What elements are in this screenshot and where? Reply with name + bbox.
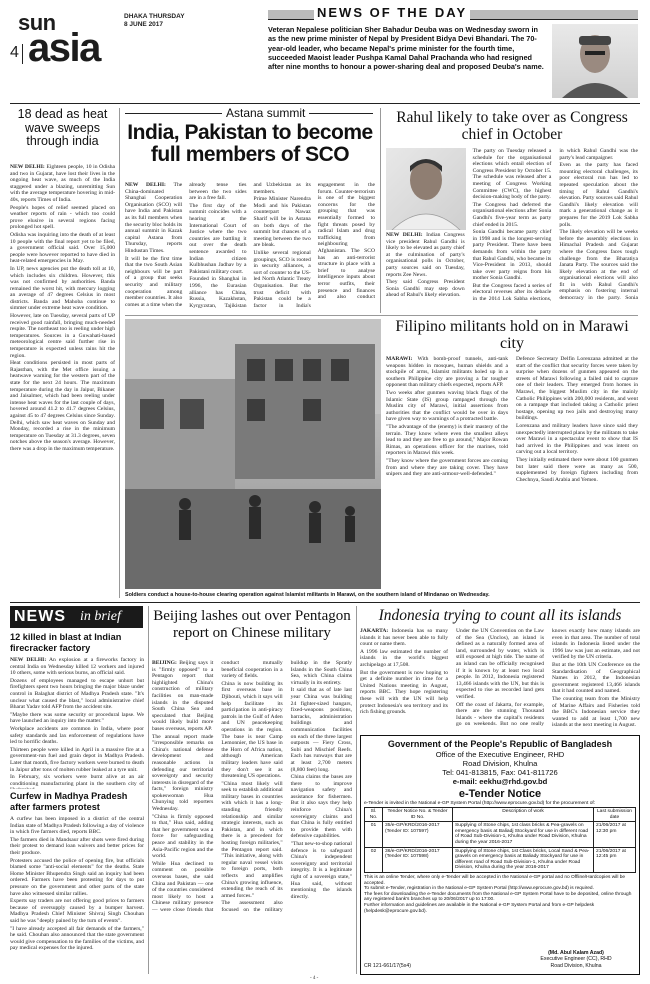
rahul-para: But the Congress faced a series of electoral reverses after its debacle in the 2014 Lok Sabha elections, in which Rahul Gandhi was the party's lead campaigner. <box>472 148 638 303</box>
heatwave-para: In UP, news agencies put the death toll at 10, which includes six children. However, this was not confirmed by authorities. Banda remained the worst hit, with mercury logging an average of 47 degrees Celsius in most districts. Banda and Mahoba continue to simmer under extreme heat wave condition. <box>10 265 115 312</box>
sco-para: Founded in Shanghai in 1996, the Eurasian alliance has China, Russia, Kazakhstan, Kyrgyzstan, Tajikistan and Uzbekistan as its members. <box>189 182 311 309</box>
tender-email[interactable]: e-mail: eekhu@rhd.gov.bd <box>452 777 548 786</box>
brand-sun: sun <box>18 10 56 35</box>
heatwave-para: NEW DELHI: Eighteen people, 10 in Odisha and two in Gujarat, have lost their lives in the ongoing heat wave, as much of the India staggered under a blazing, unremitting Sun with the average temperature hovering in mid-40s, reports Times of India. <box>10 164 115 203</box>
brief2-para: A curfew has been imposed in a district of the central Indian state of Madhya Pradesh following a day of violence in which five farmers died, reports BBC. <box>10 816 144 836</box>
brief1-para: Thirteen people were killed in April in a massive fire at a government-run fuel and grain depot in Madhya Pradesh. Later that month, five factory workers were burned to death in Jaipur after tons of molten rubber leaked at a tyre unit. <box>10 746 144 773</box>
rahul-para: The likely elevation will be weeks before the assembly elections in Himachal Pradesh and Gujarat where the Congress faces tough challenge from the Bharatiya Janata Party. The sources said the likely elevation at the end of organisational elections will also fit in with Rahul Gandhi's emphasis on fostering internal democracy in the party. Sonia <box>559 229 638 302</box>
beijing-para: The assessment also focused on the military buildup in the Spratly Islands in the South China Sea, which China claims virtually in its entirety. <box>221 660 352 913</box>
sco-headline: India, Pakistan to become full members of SCO <box>127 121 373 166</box>
sco-para: Prime Minister Narendra Modi and his Pakistan counterpart Nawaz Sharif will be in Astana on both days of the summit but chances of a meeting between the two are bleak. <box>253 196 311 249</box>
rahul-photo-spacer <box>386 148 468 232</box>
deuba-photo <box>552 24 638 98</box>
marawi-para: Defence Secretary Delfin Lorenzana admitted at the start of the conflict that security forces were taken by surprise when dozens of gunmen appeared on the streets of Marawi following a failed raid to capture one of their leaders. They emerged from homes in Marawi, the biggest Muslim city in the mainly Catholic Philippines with 200,000 residents, and went on a rampage that included taking a Catholic priest hostage, opening up two jails and destroying many buildings. <box>516 356 638 422</box>
tender-table-header <box>365 808 636 822</box>
tender-office: Office of the Executive Engineer, RHD <box>435 750 565 759</box>
beijing-para: "That new-to-shop national defence is to safeguard China's independent sovereignty and territorial integrity. It is a legitimate right of a sovereign state," Hua said, without mentioning the islands directly. <box>290 841 352 900</box>
sco-kicker: Astana summit <box>222 106 309 120</box>
dateline: BEIJING: <box>152 660 177 666</box>
beijing-para: BEIJING: Beijing says it is "firmly opposed" to a Pentagon report that highlighted China's construction of military facilities on man-made islands in the disputed South China Sea and speculated that Beijing would likely build more bases overseas, reports AP. <box>152 660 214 732</box>
tender-cell-id: 35/e-GP/KRD/2016-2017 (Tender ID: 107597) <box>383 822 453 847</box>
sco-para: NEW DELHI: The China-dominated Shanghai Cooperation Organisation (SCO) will have India and Pakistan as its full members when the security bloc holds its annual summit in Kazak capital Astana from Thursday, reports Hindustan Times. <box>125 182 183 254</box>
sco-body <box>125 182 375 312</box>
brief1-headline: 12 killed in blast at Indian firecracker factory <box>10 632 122 653</box>
marawi-para: "The advantage of the (enemy) is their mastery of the terrain. They know where even the smallest alleys lead to and they are free to go around," Major Rowan Rimas, an operations officer for the marines, told reporters in Marawi this week. <box>386 423 508 457</box>
news-in-brief-brief: in brief <box>80 609 121 624</box>
beijing-para: "China most likely will seek to establish additional military bases in countries with which it has a long-standing friendly relationship and similar strategic interests, such as Pakistan, and in which there is a precedent for hosting foreign militaries," the Pentagon report said. "This initiative, along with regular naval vessel visits to foreign ports, both reflects and amplifies China's growing influence, extending the reach of its armed forces." <box>221 780 283 899</box>
rahul-para: Sonia Gandhi became party chief in 1998 and is the longest-serving party President. There have been demands from within the party that Rahul Gandhi, who became its Vice-President in 2013, should take over party reigns from his mother Sonia Gandhi. <box>472 229 552 282</box>
rahul-body <box>386 148 638 310</box>
brief2-headline: Curfew in Madhya Pradesh after farmers protest <box>10 791 128 812</box>
marawi-caption: Soldiers conduct a house-to-house clearing operation against Islamist militants in Marawi, on the southern island of Mindanao on Wednesday. <box>125 592 490 598</box>
signatory-place: Road Division, Khulna <box>550 962 602 969</box>
table-row <box>365 822 636 847</box>
page-footer: - 4 - <box>310 976 319 981</box>
indonesia-para: JAKARTA: Indonesia has so many islands it has never been able to fully count or name them. <box>360 628 448 648</box>
brief1-para: In February, six workers were burnt alive at an air conditioning manufacturing plant in the southern city of <box>10 774 144 787</box>
tender-col-date: Last submission date <box>594 808 636 822</box>
sco-para: The first day of the summit coincides with a hearing at the International Court of Justice where the two countries are battling it out over the death sentence awarded to Indian citizen Kulbhushan Jadhav by a Pakistani military court. <box>189 202 247 275</box>
indonesia-para: But at the 10th UN Conference on the Standardisation of Geographical Names in 2012, the Indonesian government registered 13,466 islands that it had counted and named. <box>552 661 640 695</box>
brief2-para: "I have already accepted all fair demands of the farmers," he said. Chouhan also announced that the state government would give compensation to the families of the victims, and pay medical expenses for the injured. <box>10 925 144 952</box>
news-in-brief-banner <box>10 606 143 628</box>
tender-footer-line: To submit e-Tender, registration in the National e-GP System Portal (http://www.eprocure.gov.bd) is required. <box>364 886 594 892</box>
brief2-para: The farmers died in Mandsaur after shots were fired during their protest to demand loan waivers and better prices for their produce. <box>10 836 144 856</box>
brief1-para: Dozens of employees managed to escape unhurt but firefighters spent two hours bringing the major blaze under control in Balaghat district of Madhya Pradesh state. "It's unclear what caused the blast," local administrative chief Bharat Yadav told AFP from the accident site. <box>10 677 144 711</box>
masthead-date-value: 8 JUNE 2017 <box>124 20 164 28</box>
tender-cell-date: 21/06/2017 at 12:45 pm <box>594 847 636 872</box>
tender-title: Government of the People's Republic of Bangladesh <box>387 739 613 749</box>
indonesia-para: Off the coast of Jakarta, for example, there are the stunning Thousand Islands - where the capital's residents go on weekends. But no one really knows exactly how many islands are even in that area. The number of total islands in Indonesia listed under the 1996 law was just an estimate, and not verified by the UN criteria. <box>456 628 640 728</box>
sco-para: Unlike several regional groupings, SCO is rooted in security alliances, a sort of counter to the US-led North Atlantic Treaty Organisation. But the trust deficit with Pakistan could be a factor in India's engagement in the forum. Counter-terrorism is one of the biggest concerns for the grouping that was essentially formed to fight threats posed by radical Islam and drug trafficking from neighbouring Afghanistan. The SCO has an anti-terrorist structure in place with a brief to analyse intelligence inputs about terror outfits, their presence and finances and also conduct <box>253 182 375 309</box>
tender-notice-title: e-Tender Notice <box>458 788 542 800</box>
beijing-body <box>152 660 352 972</box>
dateline: NEW DELHI: <box>125 182 166 188</box>
tender-footer-line: The fees for downloading the e-Tender documents from the National e-GP System Portal have to be deposited, online through any registered bank's branches up to 20/06/2017 up to 17:00. <box>364 891 632 903</box>
dateline: NEW DELHI: <box>386 232 423 238</box>
page-number: 4 <box>10 44 19 61</box>
rahul-para: The Congress had deferred the organisational elections after Sonia Gandhi's five-year term as party chief ended in 2015. <box>472 201 552 228</box>
tender-tel: Tel: 041-813815, Fax: 041-811726 <box>442 768 558 777</box>
col-divider-brief <box>148 606 149 974</box>
tender-intro: e-Tender is invited in the National e-GP System Portal (http://www.eprocure.gov.bd) for the procurement of: <box>364 801 596 806</box>
signatory-title: Executive Engineer (CC), RHD <box>540 956 612 963</box>
brief1-para: NEW DELHI: An explosion at a fireworks factory in central India on Wednesday killed 12 workers and injured 10 others, some with serious burns, an official said. <box>10 657 144 677</box>
indonesia-body <box>360 628 640 733</box>
marawi-body <box>386 356 638 589</box>
news-of-the-day-label: NEWS OF THE DAY <box>314 5 470 20</box>
signatory-name: (Md. Abul Kalam Azad) <box>548 949 604 956</box>
tender-col-sl: Sl. No. <box>365 808 383 822</box>
tender-cell-desc: Supplying of Stone chips, 1st Class bricks, Local Sand & Pea-gravels on emergency basis at Baliady Stockyard for use in different road of Road Sub-Division-1, Khulna under Road Division, Khulna during the year 2016-2017 <box>453 847 594 872</box>
masthead-date <box>124 13 185 28</box>
tender-col-id: Tender Notice No. & Tender ID No. <box>383 808 453 822</box>
brief2-body <box>10 816 144 972</box>
tender-cell-desc: Supplying of Stone chips, 1st class bricks & Pea-gravels on emergency basis at Baliadj Stockyard for use in different road of Road Sub-Division-1, Khulna under Road Division, Khulna during the year 2016-2017 <box>453 822 594 847</box>
brief1-body <box>10 657 144 789</box>
news-of-the-day-banner <box>268 5 638 20</box>
marawi-photo <box>125 319 381 589</box>
brief2-para: Experts say traders are not offering good prices to farmers because of oversupply caused by a bumper harvest. Madhya Pradesh Chief Minister Shivraj Singh Chouhan said he was "deeply pained by the turn of events". <box>10 898 144 924</box>
tender-ref: CR 121-661/17(5x4) <box>364 963 412 969</box>
tender-cell-sl: 01 <box>365 822 383 847</box>
indonesia-headline: Indonesia trying to count all its islands <box>378 607 622 624</box>
beijing-para: While Hua declined to comment on possible overseas bases, she said China and Pakistan — one of the countries considered most likely to host a Chinese military presence — were close friends that conduct mutually beneficial cooperation in a variety of fields. <box>152 660 283 913</box>
marawi-top-rule <box>125 315 638 316</box>
tender-cell-date: 21/06/2017 at 12:30 pm <box>594 822 636 847</box>
rahul-para: They said Congress President Sonia Gandhi may step down ahead of Rahul's likely elevation. <box>386 279 465 299</box>
marawi-para: Lorenzana and military leaders have since said they unexpectedly interrupted plans by the militants to take over Marawi in a spectacular event to show that IS had arrived in the Philippines and was intent on carving out a local territory. <box>516 422 638 456</box>
rahul-headline: Rahul likely to take over as Congress chief in October <box>396 109 628 143</box>
heatwave-para: Heat conditions persisted in most parts of Rajasthan, with the Met office issuing a heatwave warning for the western part of the state for the next 24 hours. The maximum temperature during the day in Jaipur, Bikaner and Jaisalmer, which had been reeling under intense heat waves for the last couple of days, hovered around 41.2 to 41.7 degrees Celsius, against 45 to 47 degrees Celsius since Sunday. Delhi, which saw heat waves on Sunday and Monday, recorded a rise in the minimum temperature on Tuesday at 31.3 degrees, seven notches above the season's average. However, there was a drop in the maximum temperature. <box>10 360 115 452</box>
beijing-para: It said that as of late last year China was building 24 fighter-sized hangars, fixed-weapons positions, barracks, administration buildings and communication facilities on each of the three largest outposts — Fiery Cross, Subi and Mischief Reefs. Each has runways that are at least 2,700 meters (8,800 feet) long. <box>290 687 352 773</box>
indonesia-para: A 1996 law estimated the number of islands in the world's biggest archipelago at 17,508. <box>360 648 448 668</box>
tender-col-desc: Description of work <box>453 808 594 822</box>
heatwave-body <box>10 164 115 600</box>
dateline: NEW DELHI: <box>10 657 47 663</box>
section-rule <box>10 602 640 603</box>
rahul-para: Even as the party has faced mounting electoral challenges, its poor electoral run has led to repeated speculation about the timing of Rahul Gandhi's elevation. Party sources said Rahul Gandhi's likely elevation will mark a generational change as it prepares for the 2019 Lok Sabha polls. <box>559 162 638 228</box>
tender-road: Road Division, Khulna <box>462 759 538 768</box>
col-divider-beijing <box>356 606 357 974</box>
marawi-headline: Filipino militants hold on in Marawi city <box>395 318 629 352</box>
indonesia-para: Under the UN Convention on the Law of the Sea (Unclos), an island is defined as a naturally formed area of land, surrounded by water, which is still exposed at high tide. The name of an island can be officially recognised if it is known by at least two local people. In 2012, Indonesia registered 13,466 islands with the UN, but this is expected to rise as recorded land gets verified. <box>456 628 544 700</box>
marawi-para: MARAWI: With bomb-proof tunnels, anti-tank weapons hidden in mosques, human shields and a stockpile of arms, Islamist militants holed up in a southern Philippine city are proving a far tougher opponent than military chiefs expected, reports AFP. <box>386 356 508 389</box>
beijing-para: "China is firmly opposed to that," Hua said, adding that her government was a force for safeguarding peace and stability in the Asia-Pacific region and the world. <box>152 813 214 860</box>
heatwave-para: However, late on Tuesday, several parts of UP received good rainfall, bringing much-needed respite. The northeast too is reeling under high temperatures. Sources in a Guwahati-based meteorological centre said further rise in temperature is expected unless rains hit the region. <box>10 313 115 359</box>
masthead-divider <box>22 44 23 64</box>
tender-signatory <box>521 950 631 969</box>
deuba-portrait-illustration <box>552 24 638 98</box>
brand-asia: asia <box>28 26 100 70</box>
tender-footer <box>364 875 636 914</box>
brief2-para: Protesters accused the police of opening fire, but officials blamed some "anti-social elements" for the deaths. State Home Minister Bhupendra Singh said an inquiry had been ordered. Farmers have been protesting for days to put pressure on the government and other parts of the state have also witnessed similar rallies. <box>10 857 144 897</box>
news-in-brief-news: NEWS <box>14 608 66 625</box>
masthead-rule <box>10 103 640 104</box>
brief1-para: Workplace accidents are common in India, where poor safety standards and lax enforcement of regulations have led to horrific deaths. <box>10 725 144 746</box>
tender-footer-line: Further information and guidelines are available in the National e-GP System Portal and from e-GP helpdesk (helpdesk@eprocure.gov.bd). <box>364 902 595 914</box>
marawi-scene-illustration <box>125 319 381 589</box>
beijing-para: The annual report made "irresponsible remarks on China's national defense development and reasonable actions in defending our territorial sovereignty and security interests in disregard of the facts," foreign ministry spokeswoman Hua Chunying told reporters Wednesday. <box>152 733 214 813</box>
sco-para: It will be the first time that the two South Asian neighbours will be part of a group that seeks security and military cooperation among member countries. It also comes at a time when the already tense ties between the two sides are in a free fall. <box>125 182 247 308</box>
masthead-day: DHAKA THURSDAY <box>124 13 185 20</box>
table-row <box>365 847 636 872</box>
heatwave-headline: 18 dead as heat wave sweeps through india <box>17 107 108 148</box>
indonesia-para: The counting team from the Ministry of Marine Affairs and Fisheries told the BBC's Indonesian service they wanted to add at least 1,700 new islands at the next meeting in August. <box>552 695 640 729</box>
dateline: JAKARTA: <box>360 628 389 634</box>
beijing-para: China is now building its first overseas base in Djibouti, which it says will help facilitate its participation in anti-piracy patrols in the Gulf of Aden and UN peacekeeping operations in the region. The base is near Camp Lemonnier, the US base in the Horn of Africa nation, although American military leaders have said they don't see it as threatening US operations. <box>221 680 283 780</box>
tender-table <box>364 807 636 873</box>
tender-cell-sl: 02 <box>365 847 383 872</box>
heatwave-para: People's hopes of relief seemed placed on weather reports of rain - which too could prove elusive in several regions facing prolonged hot spell. <box>10 204 115 231</box>
tender-footer-line: This is an online Tender, where only e-Tender will be accepted in the National e-GP portal and no Offline/Hardcopies will be accepted. <box>364 874 626 886</box>
dateline: MARAWI: <box>386 356 413 362</box>
indonesia-para: But the government is now hoping to get a definite number in time for a United Nations meeting in August, reports BBC. They hope registering these will with the UN will help protect Indonesia's sea territory and its rich fishing grounds. <box>360 669 448 716</box>
brief1-para: "Maybe there was some security or procedural lapse. We have launched an inquiry into the matter." <box>10 711 144 725</box>
marawi-para: They initially estimated there were about 100 gunmen but later said there were as many as 500, supplemented by foreign fighters including from Chechnya, Saudi Arabia and Yemen. <box>516 456 638 483</box>
dateline: NEW DELHI: <box>10 164 45 170</box>
beijing-headline: Beijing lashes out over Pentagon report on Chinese military <box>153 608 351 641</box>
rahul-para: NEW DELHI: Indian Congress vice president Rahul Gandhi is likely to be elevated as party chief at the culmination of party's organisational polls in October, party sources said on Tuesday, reports Zee News. <box>386 232 465 278</box>
rahul-para: The party on Tuesday released a schedule for the organisational elections which entail election of Congress President by October 15. The schedule was released after a meeting of Congress Working Committee (CWC), the highest decision-making body of the party. <box>472 148 552 201</box>
marawi-para: "They know where the government forces are coming from and where they are taking cover. They have snipers and they are anti-armour-well-defended." <box>386 457 508 478</box>
marawi-para: Two weeks after gunmen waving black flags of the Islamic State (IS) group rampaged through the Muslim city of Marawi, initial assertions from authorities that the conflict would be over in days have given way to warnings of a protracted battle. <box>386 389 508 423</box>
col-divider-middle <box>380 108 381 313</box>
tender-notice <box>360 735 640 975</box>
news-of-the-day-text: Veteran Nepalese politician Sher Bahadur Deuba was on Wednesday sworn in as the new prime minister of Nepal by President Bidya Devi Bhandari. The 70-year-old leader, who became Nepal's prime minister for the fourth time, succeeded Maoist leader Pushpa Kamal Dahal Prachanda who had resigned after nine months to honour a power-sharing deal and proposed Deuba's name. <box>268 25 544 72</box>
heatwave-para: Odisha was inquiring into the death of at least 10 people with the final report yet to be filed, a government official said. Over 15,000 people were however reported to have died in heat-related emergencies in May. <box>10 231 115 265</box>
col-divider-left <box>119 108 120 598</box>
beijing-para: China claims the bases are there to improve navigation safety and assistance for fishermen. But it also says they help reinforce China's sovereignty claims and that China is fully entitled to provide them with defensive capabilities. <box>290 774 352 840</box>
tender-cell-id: 36/e-GP/KRD/2016-2017 (Tender ID: 107598) <box>383 847 453 872</box>
